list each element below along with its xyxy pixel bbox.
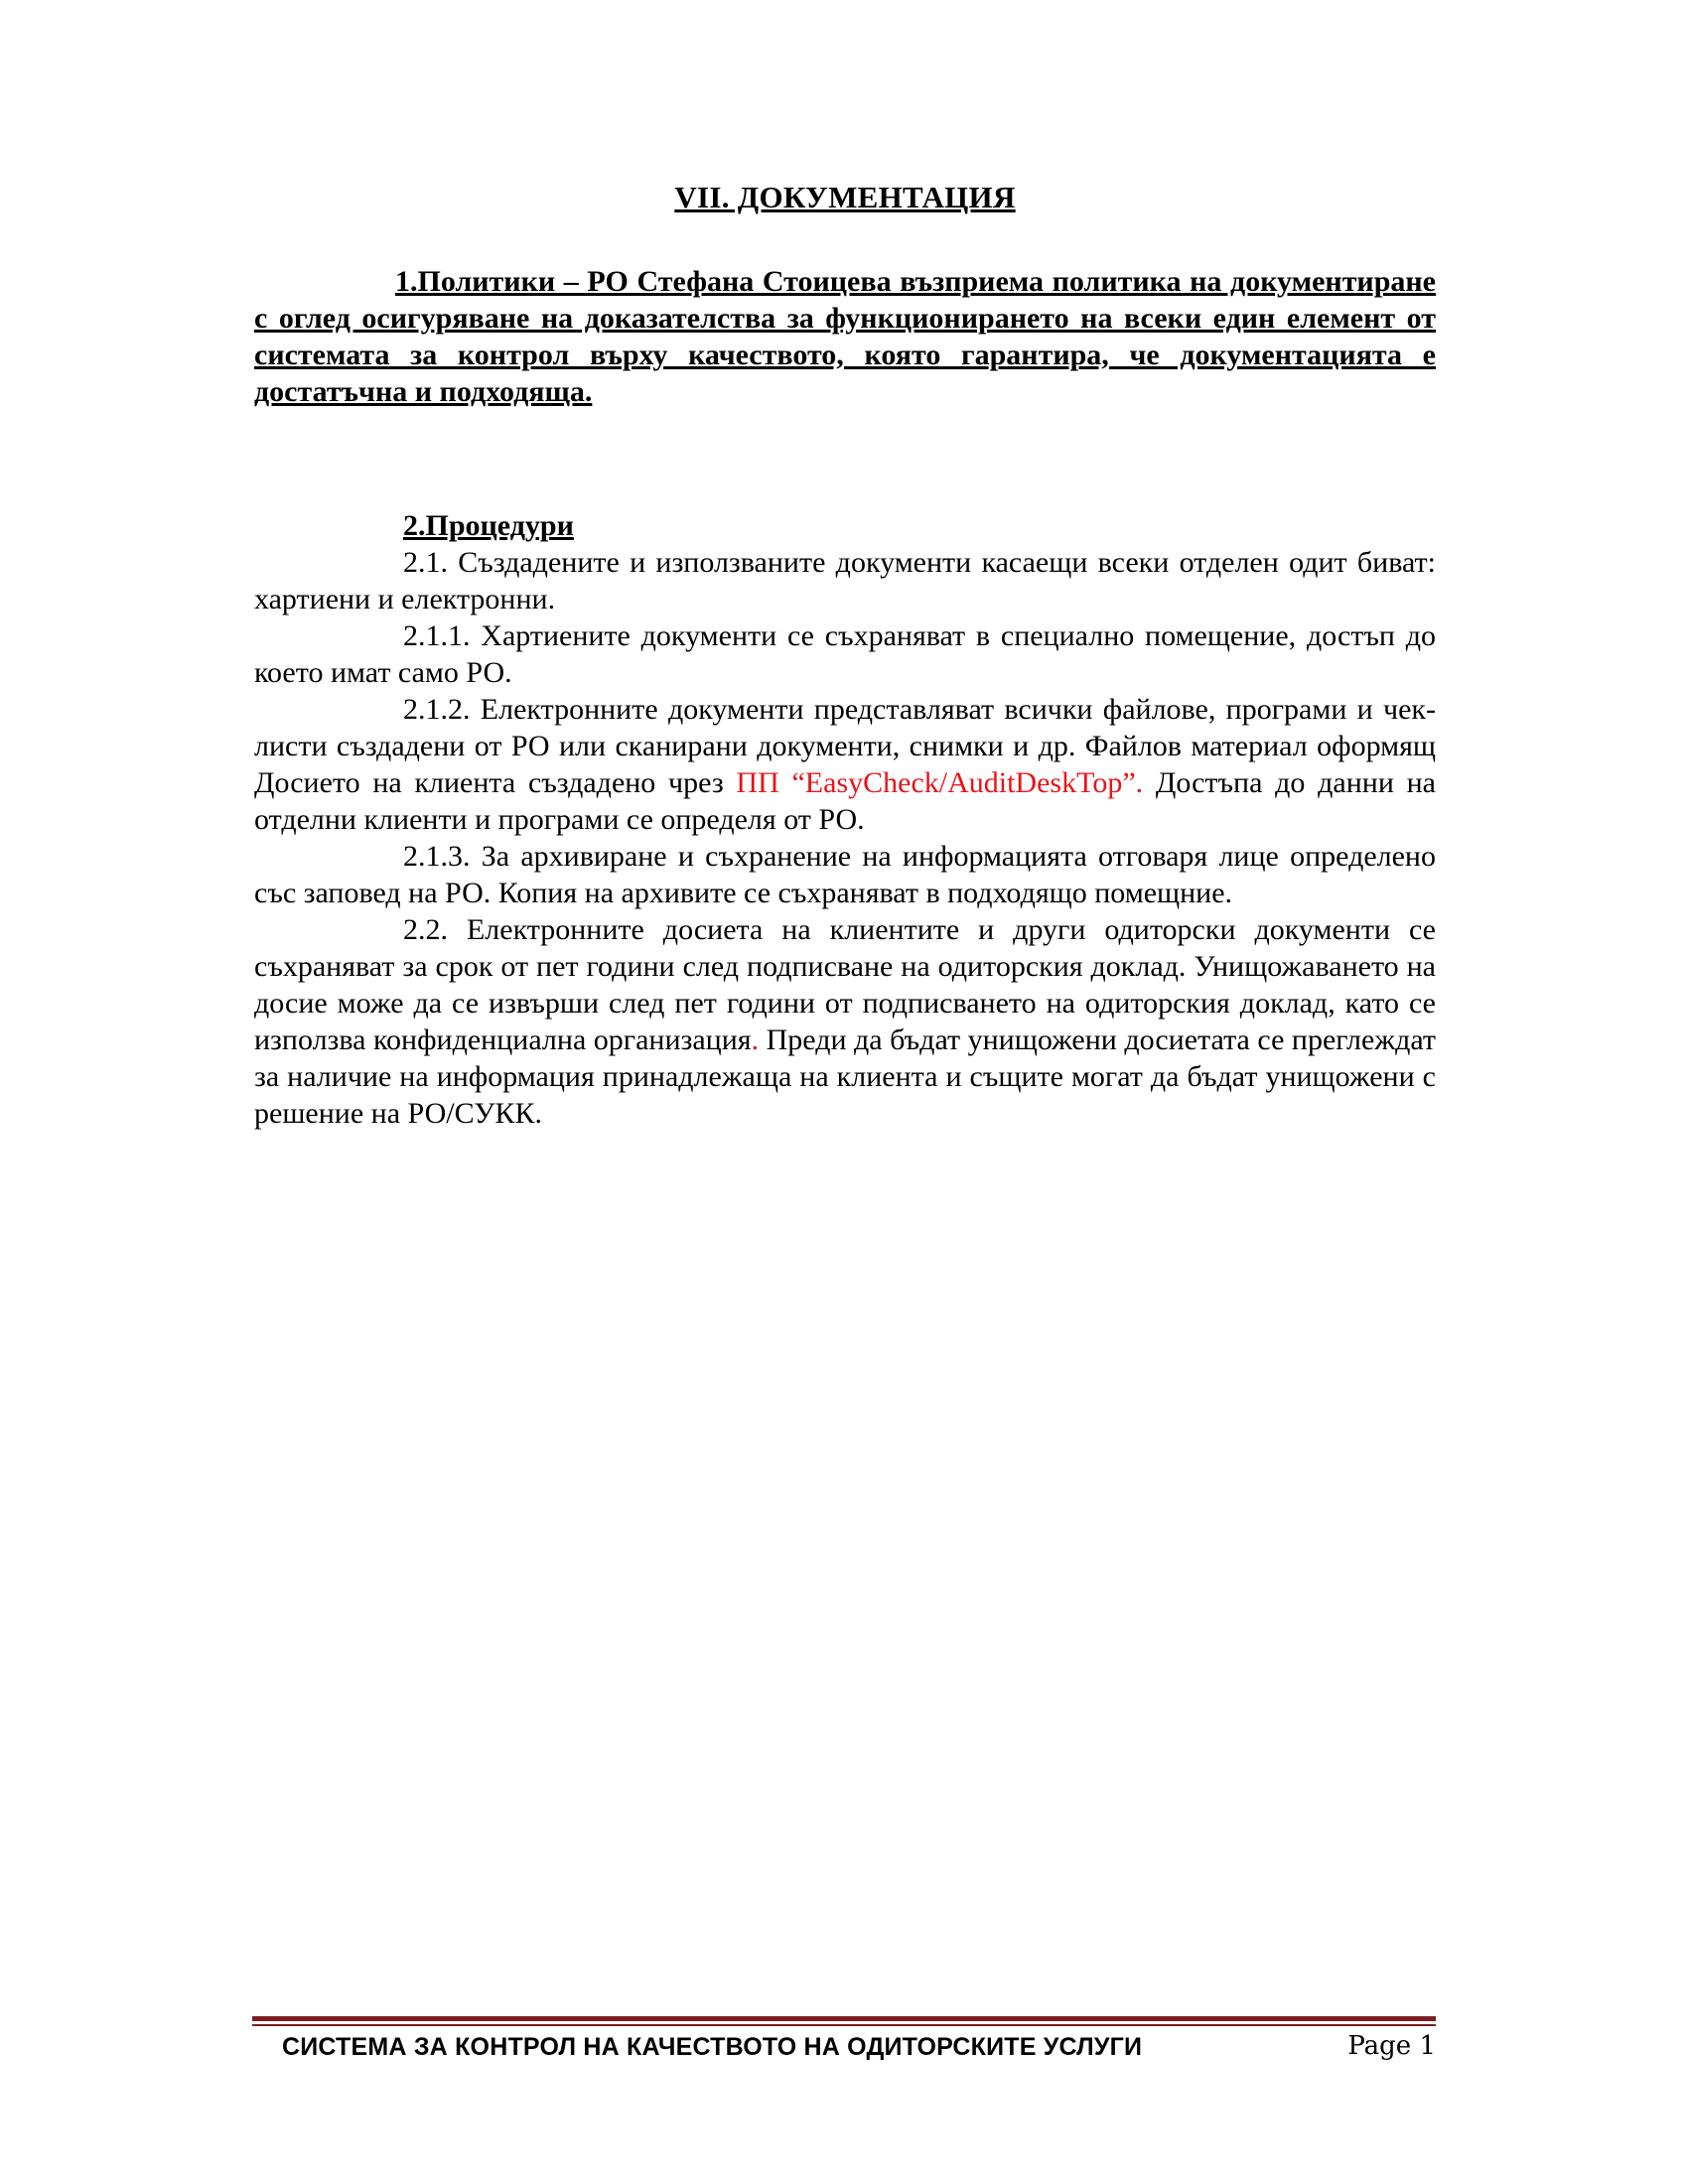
paragraph-2-1: 2.1. Създадените и използваните документи касаещи всеки отделен одит биват: хартиени и електронни. [254,546,1436,615]
document-body [254,179,1436,1132]
page-number: Page 1 [1347,2031,1436,2061]
software-name: ПП “EasyCheck/AuditDeskTop”. [736,766,1144,799]
paragraph-2-1-2 [254,691,1436,838]
red-period: . [751,1024,760,1056]
paragraph-2-1-1: 2.1.1. Хартиените документи се съхраняват в специално помещение, достъп до което имат само РО. [254,619,1436,689]
paragraph-2-1-2-text-b: Достъпа до данни на отделни клиенти и програми се определя от РО. [254,766,1436,836]
policy-paragraph: 1.Политики – РО Стефана Стоицева възприема политика на документиране с оглед осигуряване на доказателства за функционирането на всеки един елемент от системата за контрол върху качеството, която гарантира, че документацията е достатъчна и подходяща. [254,265,1436,408]
footer-title: СИСТЕМА ЗА КОНТРОЛ НА КАЧЕСТВОТО НА ОДИТОРСКИТЕ УСЛУГИ [282,2033,1143,2061]
paragraph-2-2-text-a: 2.2. Електронните досиета на клиентите и други одиторски документи се съхраняват за срок от пет години след подписване на одиторския доклад. Унищожаването на досие може да се извърши след пет години от подписването на одиторския доклад, като се използва конфиденциална организация [254,913,1436,1056]
footer-rule-thin [252,2024,1436,2026]
section-title: VII. ДОКУМЕНТАЦИЯ [674,180,1016,214]
procedures-heading: 2.Процедури [403,509,574,542]
paragraph-2-2 [254,911,1436,1132]
paragraph-2-2-text-b: Преди да бъдат унищожени досиетата се преглеждат за наличие на информация принадлежаща на клиента и същите могат да бъдат унищожени с решение на РО/СУКК. [254,1024,1436,1130]
paragraph-2-1-3: 2.1.3. За архивиране и съхранение на информацията отговаря лице определено със заповед на РО. Копия на архивите се съхраняват в подходящо помещние. [254,840,1436,909]
footer-rule-thick [252,2016,1436,2021]
paragraph-2-1-2-text-a: 2.1.2. Електронните документи представляват всички файлове, програми и чек-листи създадени от РО или сканирани документи, снимки и др. Файлов материал оформящ Досието на клиента създадено чрез [254,693,1436,799]
